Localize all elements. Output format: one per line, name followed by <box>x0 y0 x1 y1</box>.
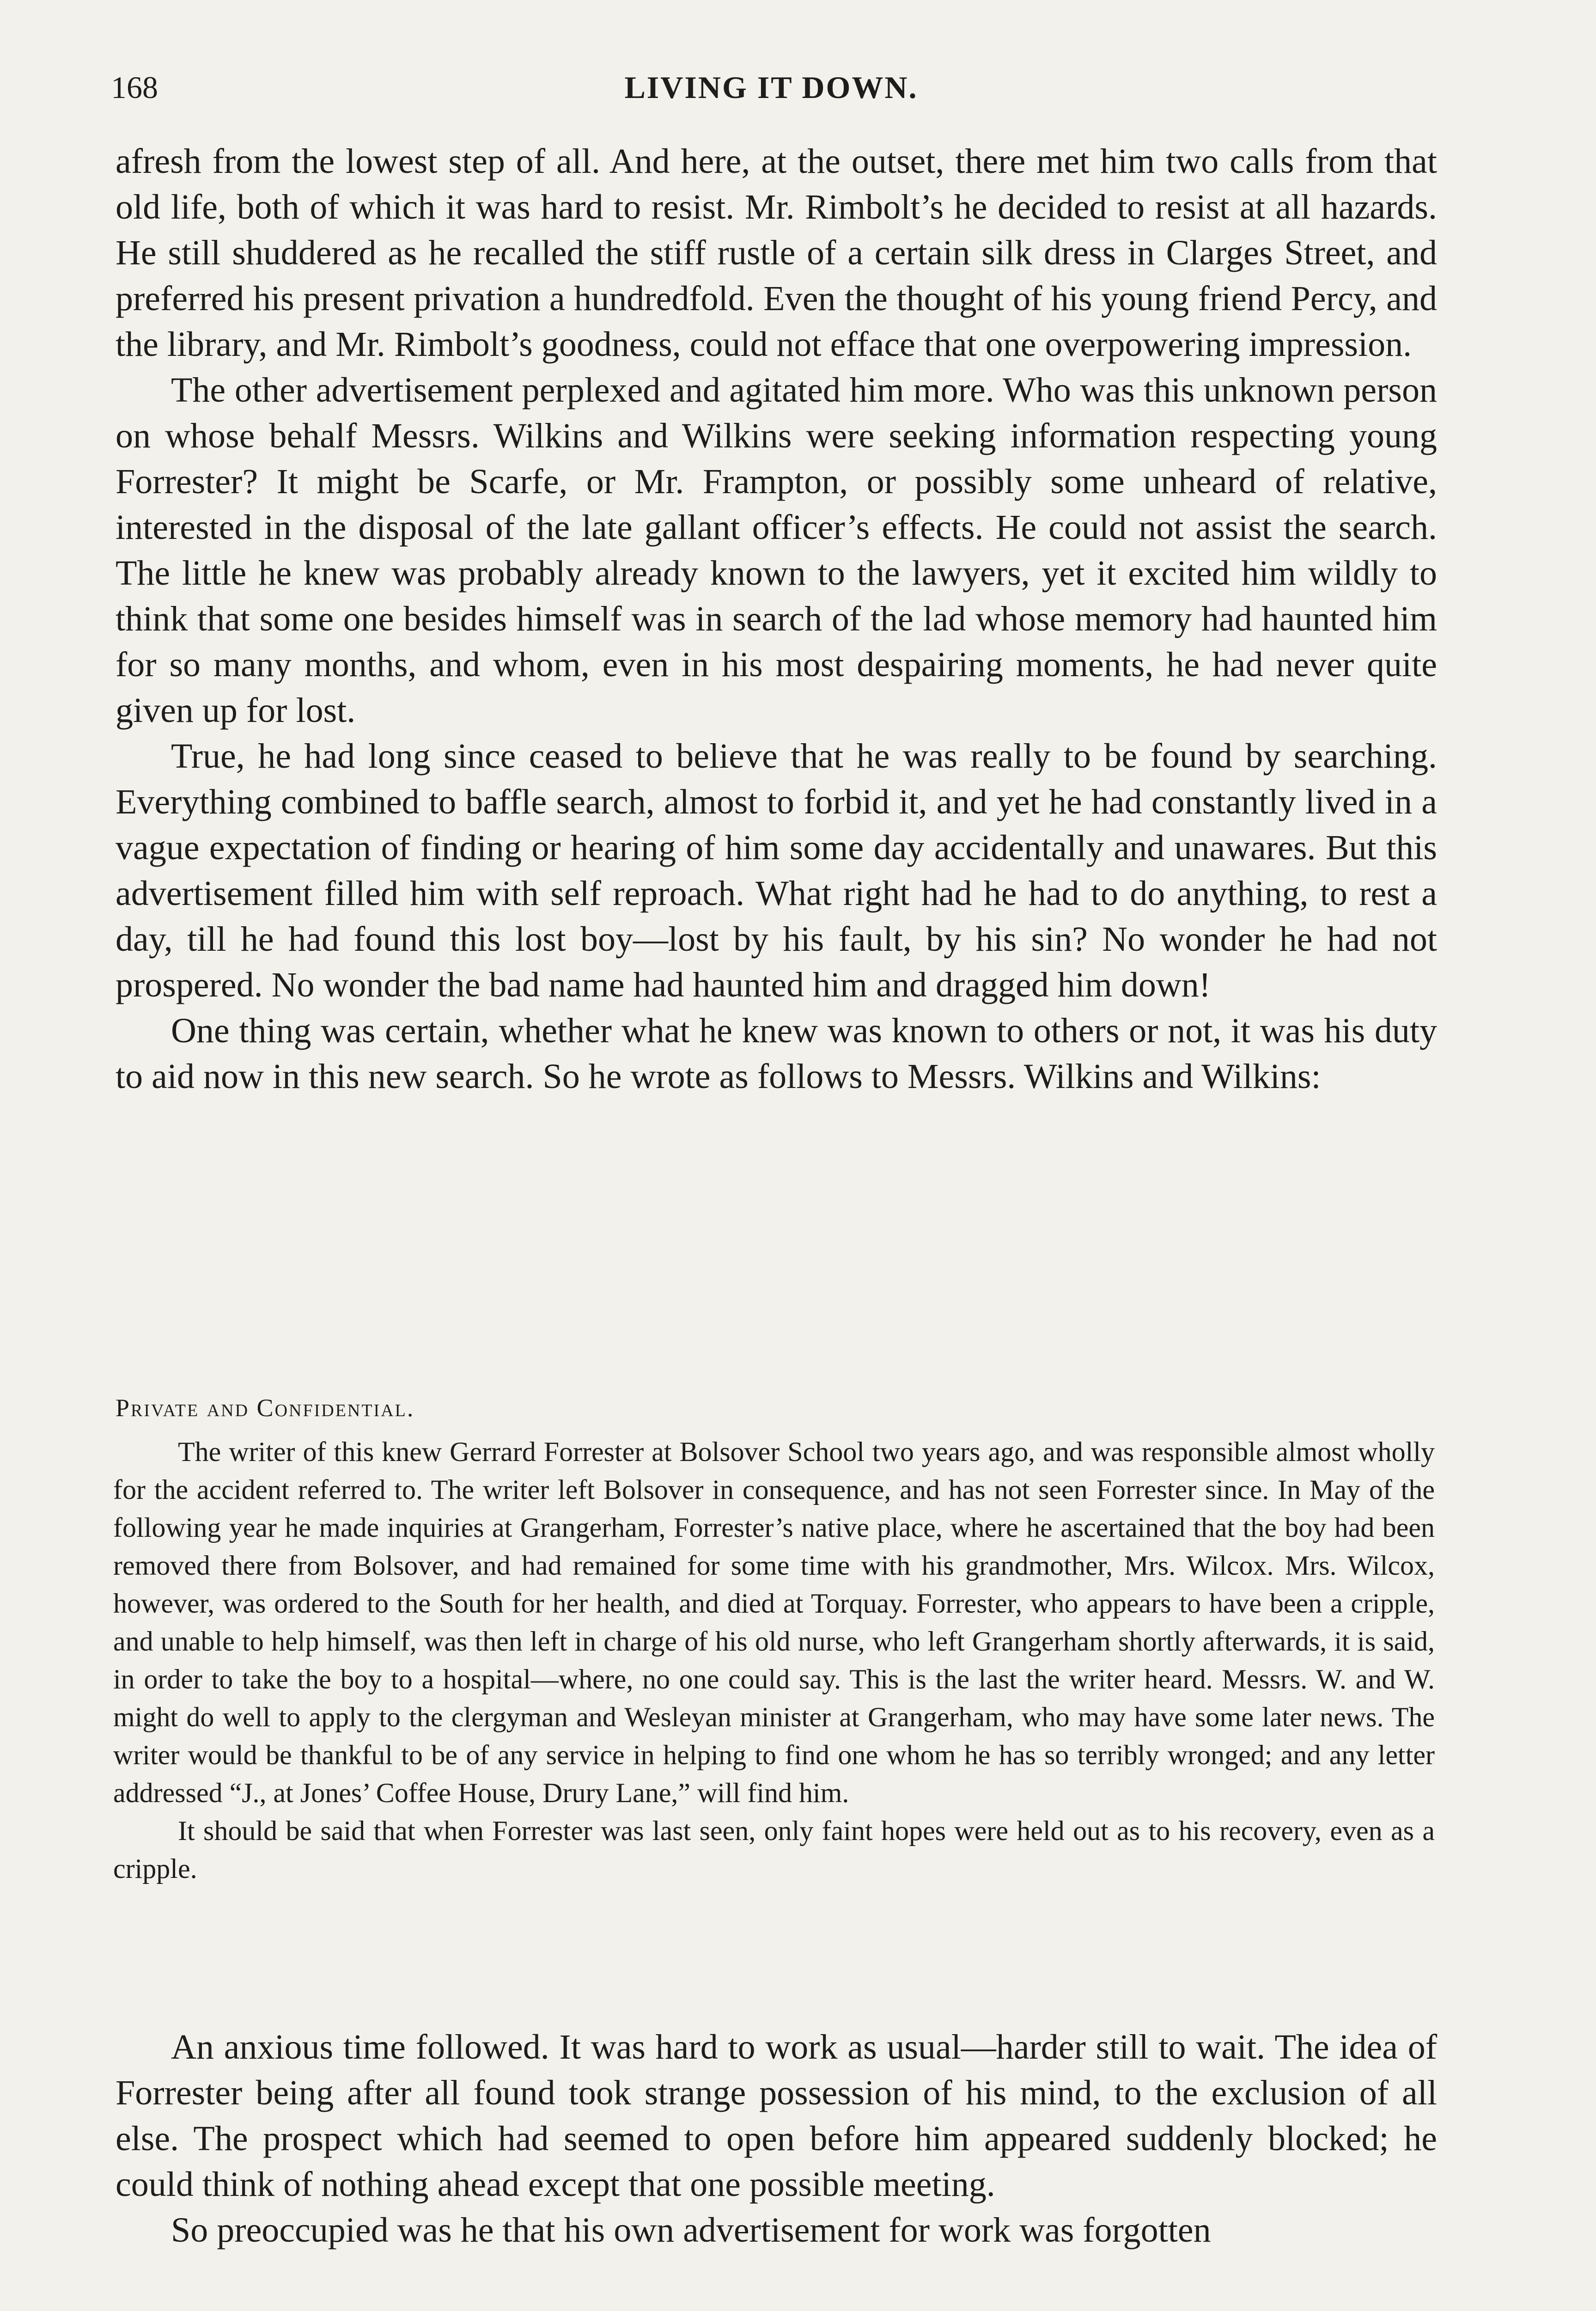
paragraph: An anxious time followed. It was hard to work as usual—harder still to wait. The idea of Forrester being after all found took strange possession of his mind, to the exclusion of all else. The prospect which had seemed to open before him appeared suddenly blocked; he could think of nothing ahead except that one possible meeting. <box>116 2028 1437 2204</box>
running-title: LIVING IT DOWN. <box>624 70 918 105</box>
page-number: 168 <box>111 70 158 105</box>
body-text-bottom <box>116 2024 1437 2253</box>
letter-paragraph: It should be said that when Forrester was last seen, only faint hopes were held out as to his recovery, even as a cripple. <box>113 1816 1435 1884</box>
letter-paragraph: The writer of this knew Gerrard Forrester at Bolsover School two years ago, and was responsible almost wholly for the accident referred to. The writer left Bolsover in consequence, and has not seen Forrester since. In May of the following year he made inquiries at Grangerham, Forrester’s native place, where he ascertained that the boy had been removed there from Bolsover, and had remained for some time with his grandmother, Mrs. Wilcox. Mrs. Wilcox, however, was ordered to the South for her health, and died at Torquay. Forrester, who appears to have been a cripple, and unable to help himself, was then left in charge of his old nurse, who left Grangerham shortly afterwards, it is said, in order to take the boy to a hospital—where, no one could say. This is the last the writer heard. Messrs. W. and W. might do well to apply to the clergyman and Wesleyan minister at Grangerham, who may have some later news. The writer would be thankful to be of any service in helping to find one whom he has so terribly wronged; and any letter addressed “J., at Jones’ Coffee House, Drury Lane,” will find him. <box>113 1437 1435 1808</box>
paragraph: True, he had long since ceased to believe that he was really to be found by searching. Everything combined to baffle search, almost to forbid it, and yet he had constantly lived in a vague expectation of finding or hearing of him some day accidentally and unawares. But this advertisement filled him with self reproach. What right had he had to do anything, to rest a day, till he had found this lost boy—lost by his fault, by his sin? No wonder he had not prospered. No wonder the bad name had haunted him and dragged him down! <box>116 737 1437 1004</box>
paragraph: afresh from the lowest step of all. And here, at the outset, there met him two calls from that old life, both of which it was hard to resist. Mr. Rimbolt’s he decided to resist at all hazards. He still shuddered as he recalled the stiff rustle of a certain silk dress in Clarges Street, and preferred his present privation a hundredfold. Even the thought of his young friend Percy, and the library, and Mr. Rimbolt’s goodness, could not efface that one overpowering impression. <box>116 142 1437 364</box>
letter-text <box>113 1433 1435 1888</box>
paragraph: So preoccupied was he that his own advertisement for work was forgotten <box>171 2211 1211 2250</box>
page-header <box>111 69 1432 116</box>
paragraph: One thing was certain, whether what he knew was known to others or not, it was his duty to aid now in this new search. So he wrote as follows to Messrs. Wilkins and Wilkins: <box>116 1011 1437 1096</box>
body-text-top <box>116 139 1437 1100</box>
paragraph: The other advertisement perplexed and agitated him more. Who was this unknown person on whose behalf Messrs. Wilkins and Wilkins were seeking information respecting young Forrester? It might be Scarfe, or Mr. Frampton, or possibly some unheard of relative, interested in the disposal of the late gallant officer’s effects. He could not assist the search. The little he knew was probably already known to the lawyers, yet it excited him wildly to think that some one besides himself was in search of the lad whose memory had haunted him for so many months, and whom, even in his most despairing moments, he had never quite given up for lost. <box>116 371 1437 730</box>
letter-heading: Private and Confidential. <box>116 1394 415 1422</box>
